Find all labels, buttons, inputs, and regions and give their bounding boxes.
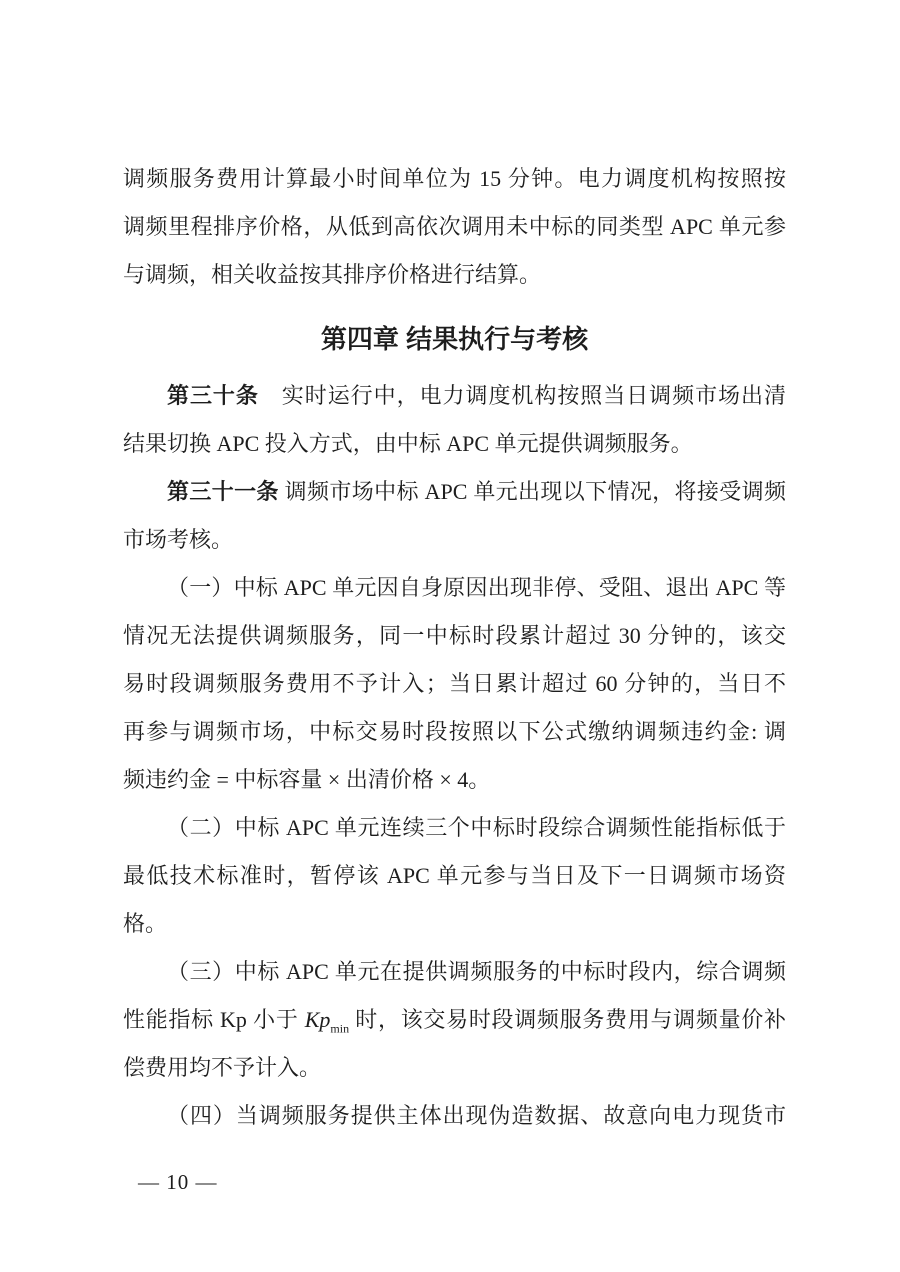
text-segment: 最低技术标准时，暂停该 APC 单元参与当日及下一日调频市场资 bbox=[123, 863, 786, 888]
para-continuation bbox=[123, 155, 786, 299]
article-number-label: 第三十一条 bbox=[167, 479, 279, 504]
kp-min-subscript: min bbox=[330, 1021, 350, 1036]
para-item-1 bbox=[123, 564, 786, 804]
page-number: — 10 — bbox=[138, 1170, 218, 1194]
text-segment: 情况无法提供调频服务，同一中标时段累计超过 30 分钟的，该交 bbox=[123, 623, 786, 648]
text-line bbox=[123, 900, 786, 948]
text-line bbox=[123, 996, 786, 1044]
text-segment: 易时段调频服务费用不予计入；当日累计超过 60 分钟的，当日不 bbox=[123, 671, 786, 696]
text-segment: 与调频，相关收益按其排序价格进行结算。 bbox=[123, 262, 542, 287]
text-line bbox=[123, 372, 786, 420]
text-segment: 频违约金 = 中标容量 × 出清价格 × 4。 bbox=[123, 767, 491, 792]
text-segment: （四）当调频服务提供主体出现伪造数据、故意向电力现货市 bbox=[167, 1103, 786, 1128]
text-line bbox=[123, 251, 786, 299]
text-line bbox=[123, 612, 786, 660]
text-segment: （一）中标 APC 单元因自身原因出现非停、受阻、退出 APC 等 bbox=[167, 575, 786, 600]
text-line bbox=[123, 756, 786, 804]
text-line bbox=[123, 804, 786, 852]
text-segment: 调频里程排序价格，从低到高依次调用未中标的同类型 APC 单元参 bbox=[123, 214, 786, 239]
para-item-4 bbox=[123, 1092, 786, 1140]
para-item-3 bbox=[123, 948, 786, 1092]
text-line bbox=[123, 1044, 786, 1092]
document-body bbox=[123, 155, 786, 1140]
text-segment: 市场考核。 bbox=[123, 527, 234, 552]
text-line bbox=[123, 660, 786, 708]
para-article-30 bbox=[123, 372, 786, 468]
para-article-31 bbox=[123, 468, 786, 564]
text-segment: （二）中标 APC 单元连续三个中标时段综合调频性能指标低于 bbox=[167, 815, 786, 840]
text-segment: 调频服务费用计算最小时间单位为 15 分钟。电力调度机构按照按 bbox=[123, 166, 786, 191]
text-line bbox=[123, 708, 786, 756]
text-segment: 格。 bbox=[123, 911, 168, 936]
text-segment: 性能指标 Kp 小于 bbox=[123, 1007, 305, 1032]
text-line bbox=[123, 155, 786, 203]
text-line bbox=[123, 468, 786, 516]
text-line bbox=[123, 203, 786, 251]
article-number-label: 第三十条 bbox=[167, 383, 259, 408]
text-line bbox=[123, 1092, 786, 1140]
text-segment: 实时运行中，电力调度机构按照当日调频市场出清 bbox=[258, 383, 786, 408]
text-segment: 再参与调频市场，中标交易时段按照以下公式缴纳调频违约金: 调 bbox=[123, 719, 786, 744]
text-segment: 结果切换 APC 投入方式，由中标 APC 单元提供调频服务。 bbox=[123, 431, 693, 456]
text-line bbox=[123, 564, 786, 612]
text-segment: 偿费用均不予计入。 bbox=[123, 1055, 322, 1080]
text-line bbox=[123, 516, 786, 564]
text-line bbox=[123, 852, 786, 900]
page-footer bbox=[138, 1170, 218, 1195]
text-segment: 时，该交易时段调频服务费用与调频量价补 bbox=[349, 1007, 786, 1032]
text-line bbox=[123, 948, 786, 996]
text-segment: 调频市场中标 APC 单元出现以下情况，将接受调频 bbox=[278, 479, 786, 504]
text-line bbox=[123, 420, 786, 468]
text-segment: （三）中标 APC 单元在提供调频服务的中标时段内，综合调频 bbox=[167, 959, 786, 984]
para-item-2 bbox=[123, 804, 786, 948]
chapter-heading: 第四章 结果执行与考核 bbox=[320, 324, 589, 354]
kp-min-variable: Kp bbox=[304, 1007, 331, 1032]
